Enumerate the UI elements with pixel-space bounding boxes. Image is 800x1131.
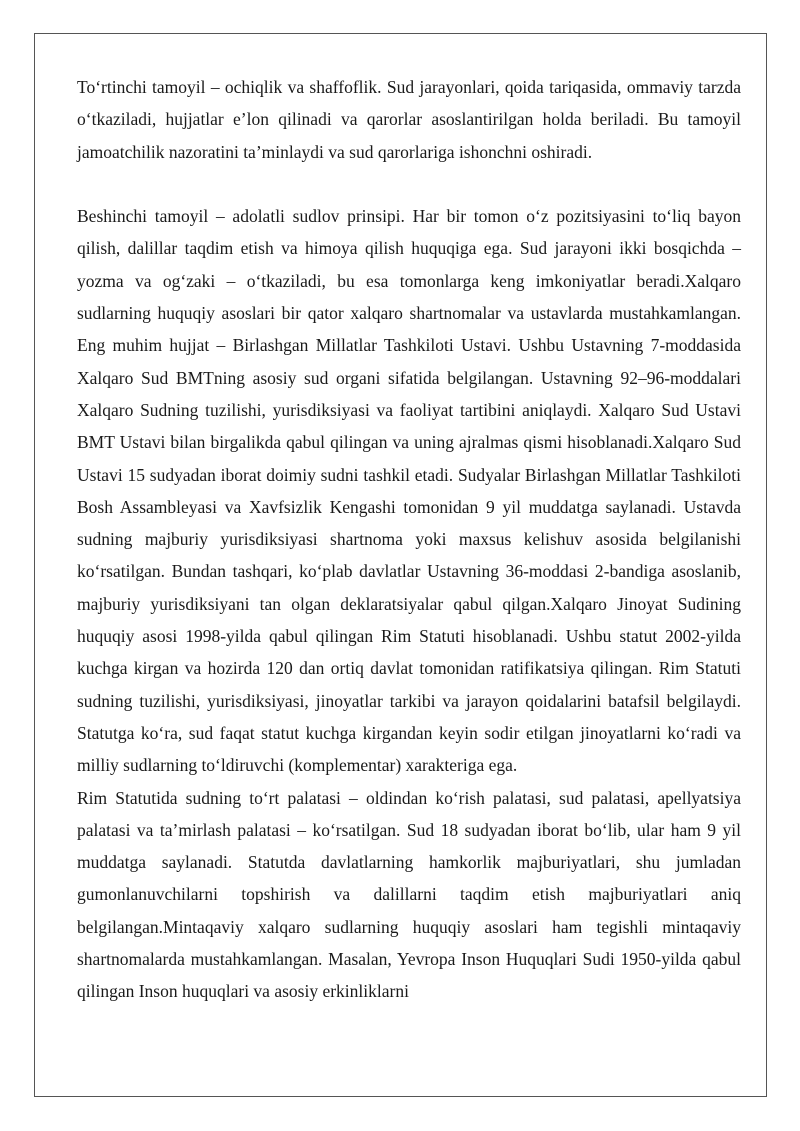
paragraph-fifth-principle: Beshinchi tamoyil – adolatli sudlov prinsipi. Har bir tomon o‘z pozitsiyasini to‘liq bayon qilish, dalillar taqdim etish va himoya qilish huquqiga ega. Sud jarayoni ikki bosqichda – yozma va og‘zaki – o‘tkaziladi, bu esa tomonlarga keng imkoniyatlar beradi.Xalqaro sudlarning huquqiy asoslari bir qator xalqaro shartnomalar va ustavlarda mustahkamlangan. Eng muhim hujjat – Birlashgan Millatlar Tashkiloti Ustavi. Ushbu Ustavning 7-moddasida Xalqaro Sud BMTning asosiy sud organi sifatida belgilangan. Ustavning 92–96-moddalari Xalqaro Sudning tuzilishi, yurisdiksiyasi va faoliyat tartibini aniqlaydi. Xalqaro Sud Ustavi BMT Ustavi bilan birgalikda qabul qilingan va uning ajralmas qismi hisoblanadi.Xalqaro Sud Ustavi 15 sudyadan iborat doimiy sudni tashkil etadi. Sudyalar Birlashgan Millatlar Tashkiloti Bosh Assambleyasi va Xavfsizlik Kengashi tomonidan 9 yil muddatga saylanadi. Ustavda sudning majburiy yurisdiksiyasi shartnoma yoki maxsus kelishuv asosida belgilanishi ko‘rsatilgan. Bundan tashqari, ko‘plab davlatlar Ustavning 36-moddasi 2-bandiga asoslanib, majburiy yurisdiksiyani tan olgan deklaratsiyalar qabul qilgan.Xalqaro Jinoyat Sudining huquqiy asosi 1998-yilda qabul qilingan Rim Statuti hisoblanadi. Ushbu statut 2002-yilda kuchga kirgan va hozirda 120 dan ortiq davlat tomonidan ratifikatsiya qilingan. Rim Statuti sudning tuzilishi, yurisdiksiyasi, jinoyatlar tarkibi va jarayon qoidalarini batafsil belgilaydi. Statutga ko‘ra, sud faqat statut kuchga kirgandan keyin sodir etilgan jinoyatlarni ko‘radi va milliy sudlarning to‘ldiruvchi (komplementar) xarakteriga ega. xyxy=(77,206,741,776)
paragraph-rome-statute-chambers: Rim Statutida sudning to‘rt palatasi – oldindan ko‘rish palatasi, sud palatasi, apellyatsiya palatasi va ta’mirlash palatasi – ko‘rsatilgan. Sud 18 sudyadan iborat bo‘lib, ular ham 9 yil muddatga saylanadi. Statutda davlatlarning hamkorlik majburiyatlari, shu jumladan gumonlanuvchilarni topshirish va dalillarni taqdim etish majburiyatlari aniq belgilangan.Mintaqaviy xalqaro sudlarning huquqiy asoslari ham tegishli mintaqaviy shartnomalarda mustahkamlangan. Masalan, Yevropa Inson Huquqlari Sudi 1950-yilda qabul qilingan Inson huquqlari va asosiy erkinliklarni xyxy=(77,787,741,1002)
paragraph-fourth-principle: To‘rtinchi tamoyil – ochiqlik va shaffoflik. Sud jarayonlari, qoida tariqasida, ommaviy tarzda o‘tkaziladi, hujjatlar e’lon qilinadi va qarorlar asoslantirilgan holda beriladi. Bu tamoyil jamoatchilik nazoratini ta’minlaydi va sud qarorlariga ishonchni oshiradi. xyxy=(77,77,741,162)
document-body xyxy=(77,71,741,1008)
